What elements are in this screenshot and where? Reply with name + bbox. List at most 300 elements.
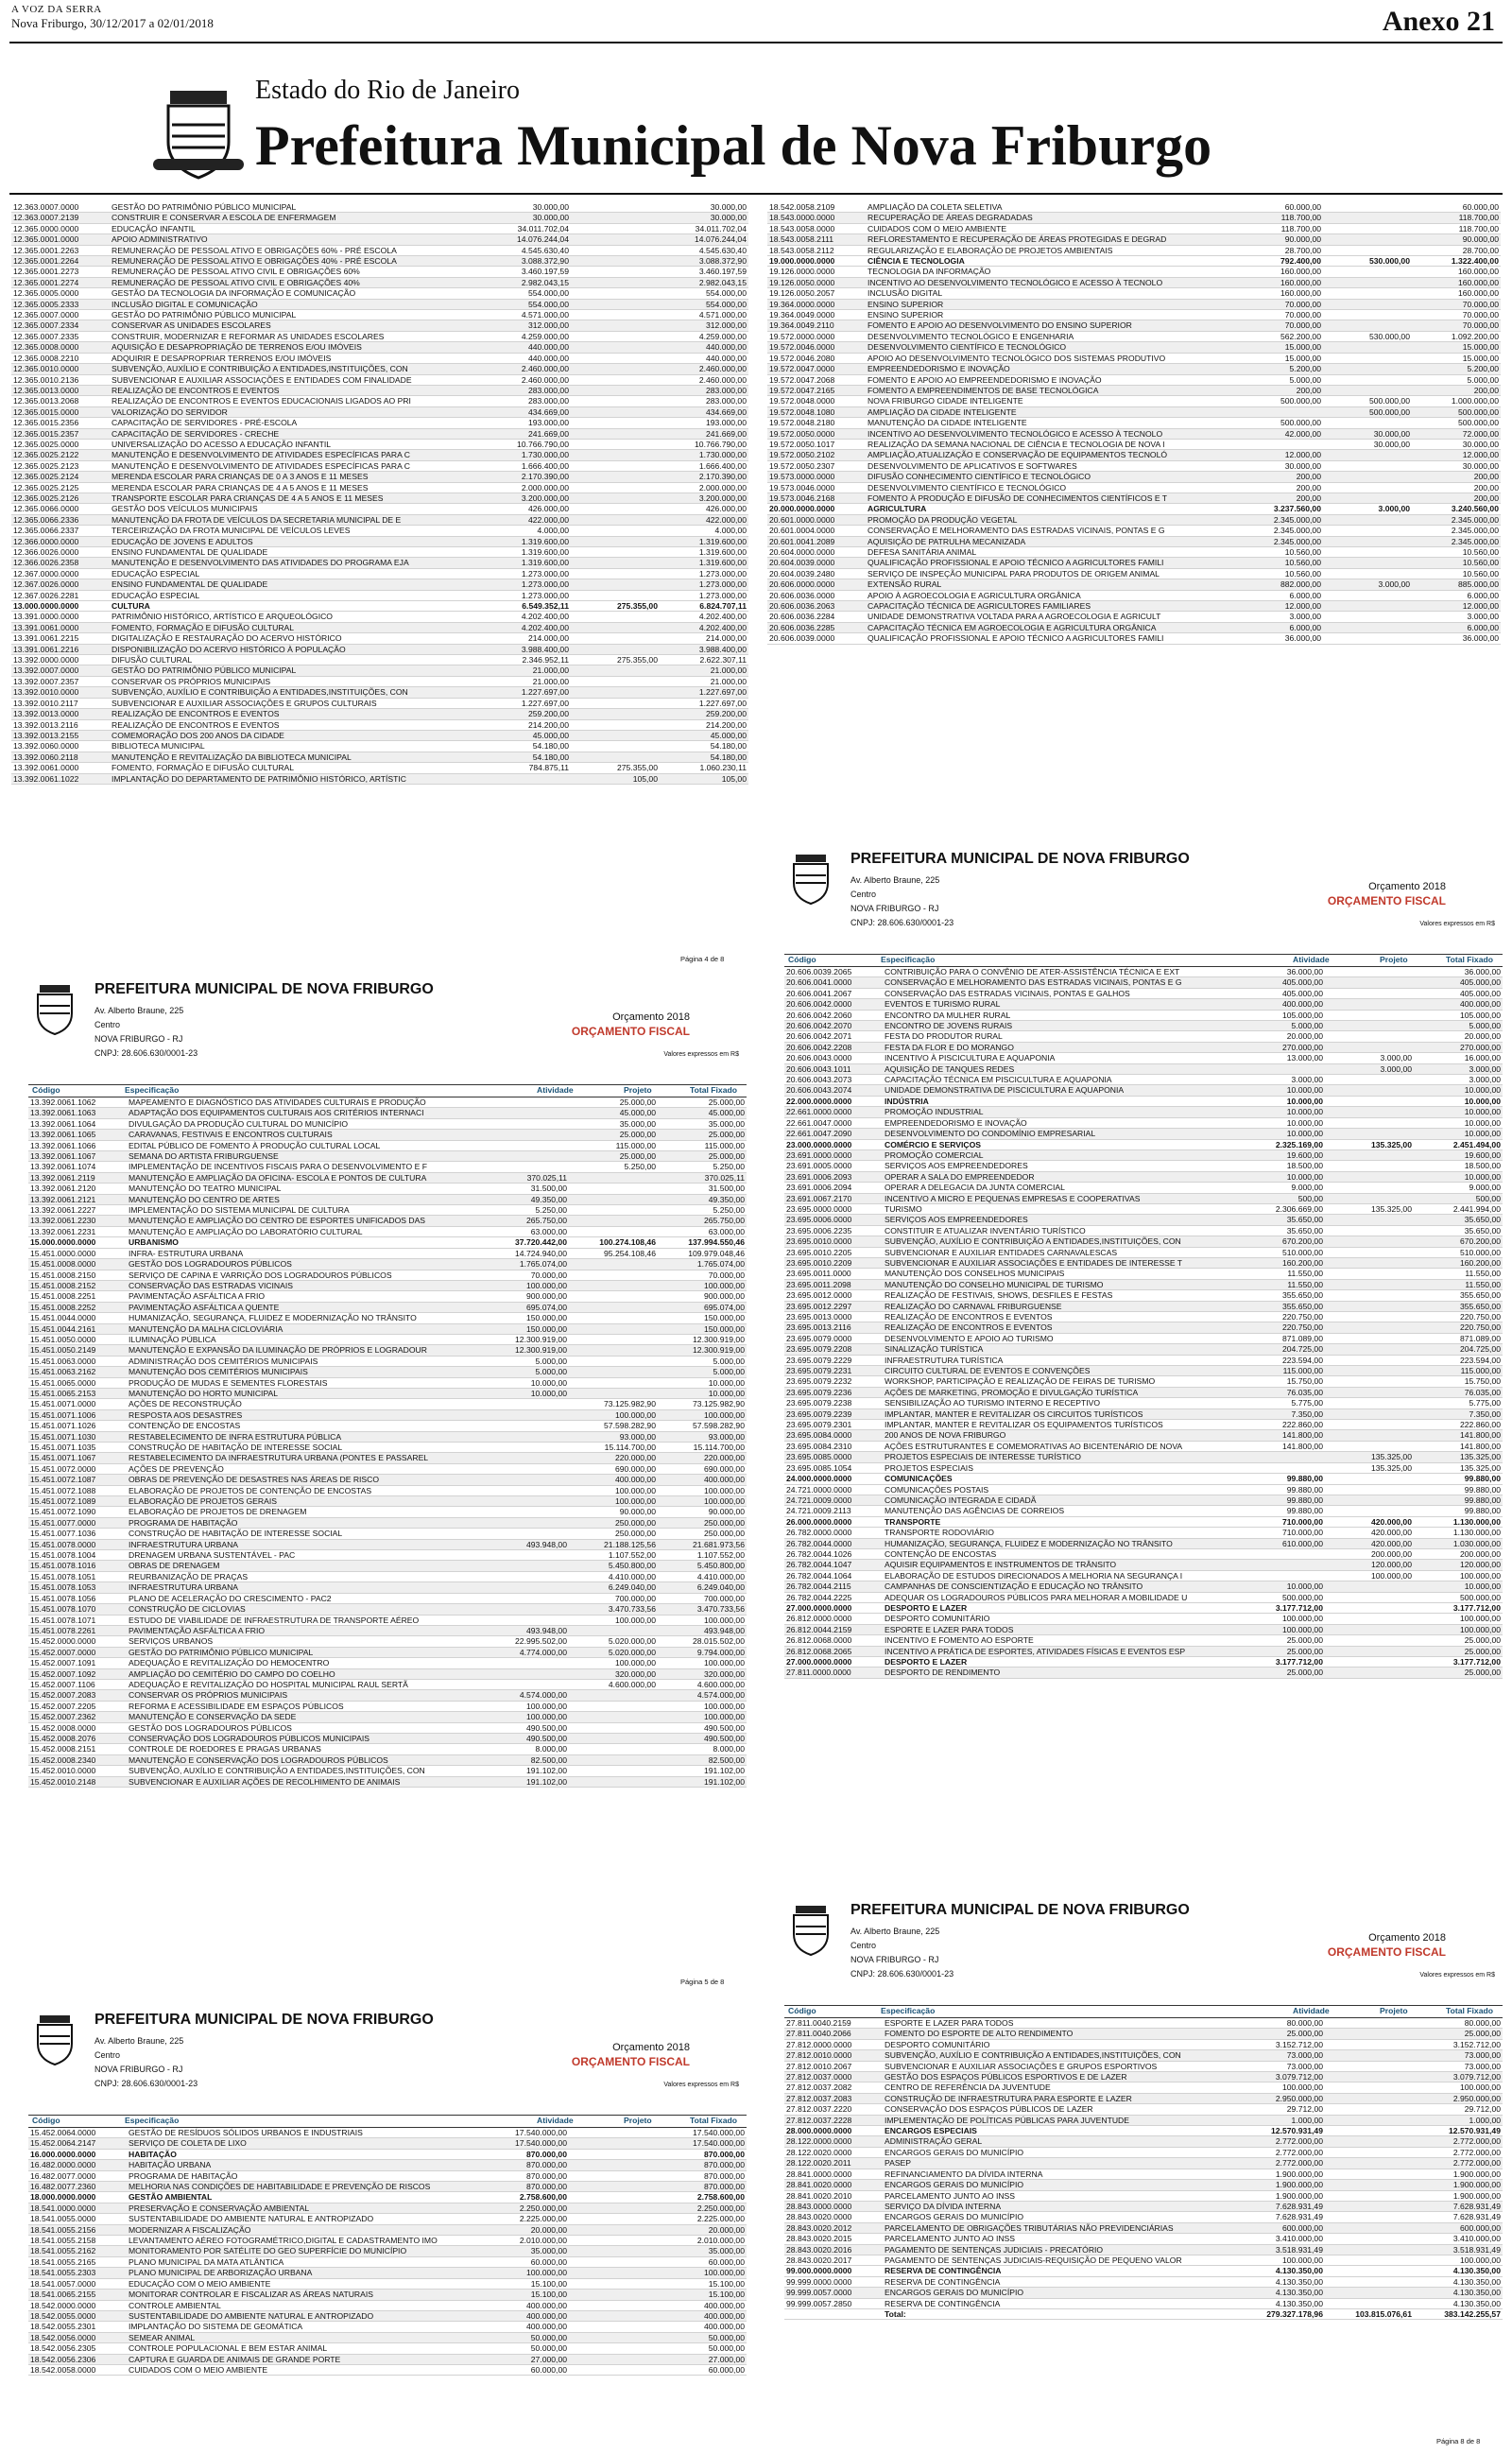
budget-total: 2.441.994,00 (1414, 1203, 1503, 1214)
budget-code: 26.782.0044.2225 (784, 1592, 883, 1602)
budget-specification: HABITAÇÃO URBANA (127, 2160, 480, 2170)
budget-row (28, 1733, 747, 1743)
budget-atividade: 610.000,00 (1236, 1538, 1325, 1548)
budget-code: 18.542.0058.2109 (767, 202, 866, 213)
budget-atividade: 12.570.931,49 (1236, 2126, 1325, 2136)
budget-total: 900.000,00 (658, 1291, 747, 1302)
budget-row (28, 1668, 747, 1679)
budget-total: 15.114.700,00 (658, 1443, 747, 1453)
budget-atividade: 21.000,00 (482, 665, 571, 676)
budget-code: 12.363.0007.0000 (11, 202, 110, 213)
budget-total: 3.410.000,00 (1414, 2234, 1503, 2244)
budget-row (28, 2246, 747, 2256)
budget-total: 2.622.307,11 (660, 655, 748, 665)
budget-projeto (569, 1259, 658, 1270)
budget-total: 150.000,00 (658, 1323, 747, 1334)
budget-row (784, 2222, 1503, 2233)
budget-code: 19.572.0050.0000 (767, 428, 866, 439)
budget-row (28, 2332, 747, 2342)
budget-specification: EDUCAÇÃO ESPECIAL (110, 568, 482, 579)
budget-projeto (569, 1184, 658, 1194)
budget-specification: INFRA- ESTRUTURA URBANA (127, 1248, 480, 1258)
budget-specification: CONTENÇÃO DE ENCOSTAS (127, 1421, 480, 1431)
budget-code: 13.392.0061.1063 (28, 1108, 127, 1118)
budget-projeto (1325, 1269, 1414, 1279)
budget-code: 12.365.0001.0000 (11, 234, 110, 245)
budget-code: 18.541.0055.2165 (28, 2256, 127, 2267)
budget-row (28, 1443, 747, 1453)
budget-total: 21.000,00 (660, 676, 748, 686)
budget-code: 13.392.0061.2120 (28, 1184, 127, 1194)
budget-row (767, 331, 1501, 341)
budget-row (11, 428, 748, 439)
budget-specification: DIVULGAÇÃO DA PRODUÇÃO CULTURAL DO MUNICÍPIO (127, 1118, 480, 1129)
budget-projeto: 25.000,00 (569, 1097, 658, 1108)
budget-specification: AMPLIAÇÃO,ATUALIZAÇÃO E CONSERVAÇÃO DE EQUIPAMENTOS TECNOLÓ (866, 450, 1234, 460)
budget-atividade: 870.000,00 (480, 2182, 569, 2192)
budget-projeto (1325, 2234, 1414, 2244)
budget-code: 12.366.0026.0000 (11, 547, 110, 558)
budget-atividade: 2.345.000,00 (1234, 536, 1323, 546)
budget-total: 20.000,00 (658, 2224, 747, 2235)
budget-projeto (571, 288, 660, 299)
budget-atividade: 105.000,00 (1236, 1010, 1325, 1020)
budget-column-e (784, 967, 1503, 1823)
budget-atividade: 792.400,00 (1234, 256, 1323, 267)
budget-projeto (1325, 1193, 1414, 1203)
budget-code: 23.695.0011.2098 (784, 1279, 883, 1289)
budget-projeto (569, 2354, 658, 2364)
budget-projeto (1325, 1333, 1414, 1343)
budget-total: 1.322.400,00 (1412, 256, 1501, 267)
budget-row (767, 267, 1501, 277)
budget-specification: ADMINISTRAÇÃO GERAL (883, 2136, 1236, 2147)
budget-projeto (1323, 514, 1412, 525)
budget-specification: FESTA DO PRODUTOR RURAL (883, 1031, 1236, 1042)
budget-atividade: 3.460.197,59 (482, 267, 571, 277)
budget-projeto (1325, 1602, 1414, 1613)
budget-specification: EMPREENDEDORISMO E INOVAÇÃO (866, 364, 1234, 374)
budget-specification: PLANO DE ACELERAÇÃO DO CRESCIMENTO - PAC2 (127, 1593, 480, 1603)
budget-atividade (1234, 406, 1323, 417)
budget-total: 191.102,00 (658, 1776, 747, 1787)
budget-projeto (1323, 590, 1412, 600)
budget-total: 12.000,00 (1412, 450, 1501, 460)
budget-atividade: 10.000,00 (1236, 1117, 1325, 1128)
budget-atividade: 4.574.000,00 (480, 1690, 569, 1701)
budget-row (767, 342, 1501, 353)
budget-code: 13.392.0061.2230 (28, 1216, 127, 1226)
budget-atividade: 4.259.000,00 (482, 331, 571, 341)
budget-code: 19.572.0047.2165 (767, 385, 866, 395)
valores-label: Valores expressos em R$ (663, 2082, 739, 2088)
budget-projeto (571, 741, 660, 752)
budget-total: 135.325,00 (1414, 1462, 1503, 1473)
budget-atividade: 4.571.000,00 (482, 310, 571, 320)
budget-row (11, 245, 748, 255)
budget-row (784, 1161, 1503, 1171)
budget-specification: PAGAMENTO DE SENTENÇAS JUDICIAIS-REQUISIÇÃO DE PEQUENO VALOR (883, 2255, 1236, 2265)
budget-atividade: 283.000,00 (482, 385, 571, 395)
budget-row (28, 1712, 747, 1722)
budget-row (28, 1507, 747, 1517)
budget-projeto: 690.000,00 (569, 1463, 658, 1474)
budget-atividade: 4.202.400,00 (482, 612, 571, 622)
budget-row (767, 396, 1501, 406)
budget-atividade (480, 1399, 569, 1409)
budget-projeto (1325, 2276, 1414, 2287)
budget-code: 15.451.0044.2161 (28, 1323, 127, 1334)
budget-atividade: 160.200,00 (1236, 1257, 1325, 1268)
budget-projeto (1323, 482, 1412, 493)
budget-row (28, 2170, 747, 2181)
budget-specification: AMPLIAÇÃO DA COLETA SELETIVA (866, 202, 1234, 213)
budget-projeto (571, 622, 660, 632)
budget-table-d (767, 202, 1501, 645)
budget-specification: UNIDADE DEMONSTRATIVA VOLTADA PARA A AGROECOLOGIA E AGRICULT (866, 612, 1234, 622)
budget-specification: DESENVOLVIMENTO E APOIO AO TURISMO (883, 1333, 1236, 1343)
budget-row (28, 1539, 747, 1549)
budget-row (11, 353, 748, 363)
budget-projeto (1325, 2039, 1414, 2049)
budget-row (784, 2276, 1503, 2287)
budget-projeto: 135.325,00 (1325, 1452, 1414, 1462)
budget-specification: SEMEAR ANIMAL (127, 2332, 480, 2342)
budget-projeto (571, 331, 660, 341)
budget-atividade: 405.000,00 (1236, 988, 1325, 998)
budget-specification: CONTROLE AMBIENTAL (127, 2300, 480, 2310)
budget-atividade: 54.180,00 (482, 741, 571, 752)
budget-specification: MANUTENÇÃO DA CIDADE INTELIGENTE (866, 418, 1234, 428)
budget-projeto (1325, 2288, 1414, 2298)
budget-projeto (1325, 2147, 1414, 2157)
budget-total: 1.000,00 (1414, 2115, 1503, 2125)
budget-total: 4.600.000,00 (658, 1679, 747, 1689)
budget-total: 600.000,00 (1414, 2222, 1503, 2233)
doc-address: Av. Alberto Braune, 225 Centro NOVA FRIBURGO - RJ CNPJ: 28.606.630/0001-23 (850, 1927, 954, 1979)
budget-projeto: 15.114.700,00 (569, 1443, 658, 1453)
budget-atividade: 27.000,00 (480, 2354, 569, 2364)
budget-atividade: 2.345.000,00 (1234, 526, 1323, 536)
budget-row (11, 299, 748, 309)
budget-projeto: 1.107.552,00 (569, 1550, 658, 1561)
budget-code: 12.366.0026.2358 (11, 558, 110, 568)
budget-code: 18.543.0058.0000 (767, 223, 866, 233)
budget-code: 12.365.0025.0000 (11, 439, 110, 449)
budget-code: 13.392.0061.1066 (28, 1140, 127, 1150)
budget-atividade: 10.000,00 (1236, 1129, 1325, 1139)
budget-row (28, 2160, 747, 2170)
budget-atividade: 10.560,00 (1234, 547, 1323, 558)
budget-total: 400.000,00 (658, 2322, 747, 2332)
budget-atividade: 1.730.000,00 (482, 450, 571, 460)
budget-atividade: 214.200,00 (482, 719, 571, 730)
budget-row (767, 288, 1501, 299)
budget-projeto (1325, 1592, 1414, 1602)
budget-specification: CONSTITUIR E ATUALIZAR INVENTÁRIO TURÍSTICO (883, 1225, 1236, 1236)
budget-specification: UNIDADE DEMONSTRATIVA DE PISCICULTURA E AQUAPONIA (883, 1085, 1236, 1096)
budget-row (784, 2158, 1503, 2169)
budget-row (28, 2290, 747, 2300)
budget-total: 2.170.390,00 (660, 472, 748, 482)
budget-specification: INCENTIVO A MICRO E PEQUENAS EMPRESAS E COOPERATIVAS (883, 1193, 1236, 1203)
budget-row (784, 2169, 1503, 2179)
budget-code: 19.572.0048.0000 (767, 396, 866, 406)
budget-total: 57.598.282,90 (658, 1421, 747, 1431)
budget-total: 200,00 (1412, 482, 1501, 493)
coat-of-arms-icon (28, 2013, 81, 2066)
budget-specification: ENCARGOS ESPECIAIS (883, 2126, 1236, 2136)
budget-code: 28.122.0020.2011 (784, 2158, 883, 2169)
budget-total: 16.000,00 (1414, 1053, 1503, 1063)
budget-total: 25.000,00 (1414, 1668, 1503, 1678)
budget-code: 27.000.0000.0000 (784, 1657, 883, 1668)
budget-specification: SERVIÇO DE INSPEÇÃO MUNICIPAL PARA PRODUTOS DE ORIGEM ANIMAL (866, 568, 1234, 579)
budget-specification: PLANO MUNICIPAL DA MATA ATLÂNTICA (127, 2256, 480, 2267)
budget-total: 422.000,00 (660, 514, 748, 525)
budget-row (784, 1031, 1503, 1042)
budget-total: 73.000,00 (1414, 2061, 1503, 2071)
budget-row (11, 418, 748, 428)
budget-atividade: 3.000,00 (1236, 1075, 1325, 1085)
budget-total: 7.628.931,49 (1414, 2201, 1503, 2211)
budget-total: 35.650,00 (1414, 1215, 1503, 1225)
budget-atividade (480, 1571, 569, 1581)
budget-specification: DESENVOLVIMENTO CIENTÍFICO E TECNOLÓGICO (866, 342, 1234, 353)
budget-specification: MODERNIZAR A FISCALIZAÇÃO (127, 2224, 480, 2235)
budget-column-b (28, 1097, 747, 1965)
budget-total: 241.669,00 (660, 428, 748, 439)
budget-total: 283.000,00 (660, 396, 748, 406)
budget-total: 100.000,00 (1414, 2255, 1503, 2265)
budget-total: 63.000,00 (658, 1226, 747, 1236)
budget-code: 99.999.0057.0000 (784, 2288, 883, 2298)
budget-row (784, 1096, 1503, 1106)
budget-code: 15.451.0071.1030 (28, 1431, 127, 1442)
budget-code: 26.782.0044.0000 (784, 1538, 883, 1548)
budget-specification: IMPLANTAR, MANTER E REVITALIZAR OS EQUIPAMENTOS TURÍSTICOS (883, 1420, 1236, 1430)
budget-projeto (569, 1733, 658, 1743)
budget-projeto (571, 665, 660, 676)
budget-row (28, 1496, 747, 1507)
budget-code: 12.365.0066.2336 (11, 514, 110, 525)
budget-code: 12.365.0025.2124 (11, 472, 110, 482)
budget-atividade: 426.000,00 (482, 504, 571, 514)
budget-row (28, 1475, 747, 1485)
budget-total: 2.772.000,00 (1414, 2147, 1503, 2157)
budget-row (11, 698, 748, 708)
budget-code: 18.542.0055.2301 (28, 2322, 127, 2332)
budget-atividade: 100.000,00 (1236, 2255, 1325, 2265)
budget-projeto (569, 2214, 658, 2224)
budget-code: 20.606.0036.2285 (767, 622, 866, 632)
budget-code: 27.812.0037.2083 (784, 2093, 883, 2103)
budget-code: 13.392.0061.1067 (28, 1151, 127, 1162)
budget-specification: MANUTENÇÃO DAS AGÊNCIAS DE CORREIOS (883, 1506, 1236, 1516)
budget-code: 20.604.0039.2480 (767, 568, 866, 579)
budget-specification: MANUTENÇÃO DOS CONSELHOS MUNICIPAIS (883, 1269, 1236, 1279)
budget-atividade (480, 1679, 569, 1689)
budget-projeto: 400.000,00 (569, 1475, 658, 1485)
budget-atividade: 36.000,00 (1236, 967, 1325, 977)
budget-row (767, 234, 1501, 245)
budget-projeto (1325, 2115, 1414, 2125)
budget-total: 99.880,00 (1414, 1474, 1503, 1484)
budget-specification: CONSTRUÇÃO DE INFRAESTRUTURA PARA ESPORTE E LAZER (883, 2093, 1236, 2103)
budget-code: 13.391.0061.2216 (11, 644, 110, 654)
budget-projeto (1325, 2029, 1414, 2039)
budget-total: 2.345.000,00 (1412, 514, 1501, 525)
budget-atividade: 25.000,00 (1236, 1646, 1325, 1656)
orcamento-fiscal-label: ORÇAMENTO FISCAL (571, 1025, 690, 1038)
budget-specification: MONITORAR CONTROLAR E FISCALIZAR AS ÁREAS NATURAIS (127, 2290, 480, 2300)
budget-atividade (480, 1485, 569, 1495)
budget-projeto (1325, 2190, 1414, 2201)
budget-atividade: 17.540.000,00 (480, 2138, 569, 2149)
budget-projeto: 530.000,00 (1323, 256, 1412, 267)
budget-atividade: 4.000,00 (482, 526, 571, 536)
budget-specification: CAPACITAÇÃO DE SERVIDORES - PRÉ-ESCOLA (110, 418, 482, 428)
budget-total: 54.180,00 (660, 752, 748, 762)
budget-code: 16.482.0077.0000 (28, 2170, 127, 2181)
budget-atividade: 500.000,00 (1234, 396, 1323, 406)
budget-projeto: 4.410.000,00 (569, 1571, 658, 1581)
budget-specification: SUBVENÇÃO, AUXÍLIO E CONTRIBUIÇÃO A ENTIDADES,INSTITUIÇÕES, CON (110, 687, 482, 698)
budget-code: 99.999.0000.0000 (784, 2276, 883, 2287)
budget-specification: Total: (883, 2308, 1236, 2319)
budget-specification: PROMOÇÃO INDUSTRIAL (883, 1107, 1236, 1117)
budget-total: 100.000,00 (658, 1712, 747, 1722)
budget-specification: RESTABELECIMENTO DA INFRAESTRUTURA URBANA (PONTES E PASSAREL (127, 1453, 480, 1463)
budget-total: 690.000,00 (658, 1463, 747, 1474)
budget-row (767, 622, 1501, 632)
budget-specification: RESPOSTA AOS DESASTRES (127, 1409, 480, 1420)
budget-projeto (569, 2300, 658, 2310)
budget-row (28, 2343, 747, 2354)
valores-label: Valores expressos em R$ (1419, 1972, 1495, 1979)
budget-specification: EVENTOS E TURISMO RURAL (883, 999, 1236, 1010)
budget-row (28, 1270, 747, 1280)
budget-row (11, 482, 748, 493)
budget-code: 12.365.0001.2263 (11, 245, 110, 255)
budget-row (784, 2072, 1503, 2082)
budget-row (28, 1754, 747, 1765)
budget-specification: EDITAL PÚBLICO DE FOMENTO À PRODUÇÃO CULTURAL LOCAL (127, 1140, 480, 1150)
budget-total: 2.000.000,00 (660, 482, 748, 493)
doc-header (28, 979, 747, 1074)
budget-code: 15.451.0078.1016 (28, 1561, 127, 1571)
budget-projeto (1325, 1183, 1414, 1193)
budget-atividade: 2.010.000,00 (480, 2236, 569, 2246)
budget-row (784, 1193, 1503, 1203)
budget-specification: CONSERVAÇÃO E MELHORAMENTO DAS ESTRADAS VICINAIS, PONTAS E G (866, 526, 1234, 536)
budget-specification: SEMANA DO ARTISTA FRIBURGUENSE (127, 1151, 480, 1162)
budget-projeto (1323, 460, 1412, 471)
budget-total: 1.666.400,00 (660, 460, 748, 471)
budget-code: 15.451.0078.1053 (28, 1582, 127, 1593)
budget-projeto (569, 1291, 658, 1302)
budget-row (784, 1203, 1503, 1214)
budget-specification: SUSTENTABILIDADE DO AMBIENTE NATURAL E ANTROPIZADO (127, 2310, 480, 2321)
budget-atividade: 279.327.178,96 (1236, 2308, 1325, 2319)
budget-total: 554.000,00 (660, 288, 748, 299)
budget-atividade: 50.000,00 (480, 2332, 569, 2342)
budget-code: 27.812.0010.2067 (784, 2061, 883, 2071)
budget-atividade: 2.950.000,00 (1236, 2093, 1325, 2103)
budget-atividade: 10.000,00 (1236, 1107, 1325, 1117)
budget-specification: MANUTENÇÃO DA MALHA CICLOVIÁRIA (127, 1323, 480, 1334)
budget-total: 4.000,00 (660, 526, 748, 536)
budget-specification: INCENTIVO A PRÁTICA DE ESPORTES, ATIVIDADES FÍSICAS E EVENTOS ESP (883, 1646, 1236, 1656)
budget-specification: EDUCAÇÃO COM O MEIO AMBIENTE (127, 2278, 480, 2289)
budget-projeto (569, 2149, 658, 2159)
budget-total: 118.700,00 (1412, 223, 1501, 233)
budget-code: 18.541.0055.2162 (28, 2246, 127, 2256)
coat-of-arms-icon (28, 983, 81, 1036)
budget-atividade: 1.319.600,00 (482, 536, 571, 546)
budget-projeto: 320.000,00 (569, 1668, 658, 1679)
budget-atividade: 10.560,00 (1234, 568, 1323, 579)
budget-specification: AQUISIÇÃO DE TANQUES REDES (883, 1063, 1236, 1074)
budget-specification: REALIZAÇÃO DE ENCONTROS E EVENTOS (110, 719, 482, 730)
budget-total: 10.766.790,00 (660, 439, 748, 449)
budget-projeto (1325, 2136, 1414, 2147)
budget-specification: REMUNERAÇÃO DE PESSOAL ATIVO E OBRIGAÇÕES 60% - PRÉ ESCOLA (110, 245, 482, 255)
budget-row (28, 2268, 747, 2278)
budget-specification: IMPLANTAÇÃO DO DEPARTAMENTO DE PATRIMÔNIO HISTÓRICO, ARTÍSTIC (110, 773, 482, 784)
budget-projeto (1325, 2061, 1414, 2071)
budget-specification: REMUNERAÇÃO DE PESSOAL ATIVO E OBRIGAÇÕES 40% - PRÉ ESCOLA (110, 256, 482, 267)
budget-specification: ESTUDO DE VIABILIDADE DE INFRAESTRUTURA DE TRANSPORTE AÉREO (127, 1615, 480, 1625)
budget-specification: ELABORAÇÃO DE PROJETOS DE CONTENÇÃO DE ENCOSTAS (127, 1485, 480, 1495)
budget-projeto (1325, 2212, 1414, 2222)
budget-projeto (569, 2332, 658, 2342)
budget-projeto: 420.000,00 (1325, 1538, 1414, 1548)
budget-code: 22.661.0047.2090 (784, 1129, 883, 1139)
budget-code: 12.365.0000.0000 (11, 223, 110, 233)
budget-projeto (569, 2236, 658, 2246)
budget-atividade (1236, 1560, 1325, 1570)
budget-total: 90.000,00 (1412, 234, 1501, 245)
budget-row (11, 719, 748, 730)
budget-projeto (1325, 1031, 1414, 1042)
budget-specification: IMPLANTAR, MANTER E REVITALIZAR OS CIRCUITOS TURÍSTICOS (883, 1408, 1236, 1419)
budget-code: 15.451.0077.0000 (28, 1517, 127, 1528)
budget-projeto: 30.000,00 (1323, 428, 1412, 439)
budget-row (11, 568, 748, 579)
budget-atividade: 3.518.931,49 (1236, 2244, 1325, 2255)
budget-projeto (569, 1690, 658, 1701)
budget-code: 16.000.0000.0000 (28, 2149, 127, 2159)
budget-atividade: 49.350,00 (480, 1194, 569, 1204)
budget-row (767, 504, 1501, 514)
budget-code: 15.451.0078.1071 (28, 1615, 127, 1625)
budget-projeto (571, 719, 660, 730)
doc-title: PREFEITURA MUNICIPAL DE NOVA FRIBURGO (850, 1902, 1190, 1918)
budget-atividade: 1.273.000,00 (482, 568, 571, 579)
budget-specification: REALIZAÇÃO DE ENCONTROS E EVENTOS (110, 385, 482, 395)
budget-row (28, 1237, 747, 1248)
budget-total: 7.350,00 (1414, 1408, 1503, 1419)
valores-label: Valores expressos em R$ (663, 1051, 739, 1058)
budget-projeto: 200.000,00 (1325, 1548, 1414, 1559)
budget-specification: REMUNERAÇÃO DE PESSOAL ATIVO CIVIL E OBRIGAÇÕES 60% (110, 267, 482, 277)
budget-row (784, 1376, 1503, 1387)
budget-specification: OBRAS DE PREVENÇÃO DE DESASTRES NAS ÁREAS DE RISCO (127, 1475, 480, 1485)
budget-code: 28.843.0020.0000 (784, 2212, 883, 2222)
budget-specification: FOMENTO DO ESPORTE DE ALTO RENDIMENTO (883, 2029, 1236, 2039)
orcamento-fiscal-label: ORÇAMENTO FISCAL (1327, 894, 1446, 907)
